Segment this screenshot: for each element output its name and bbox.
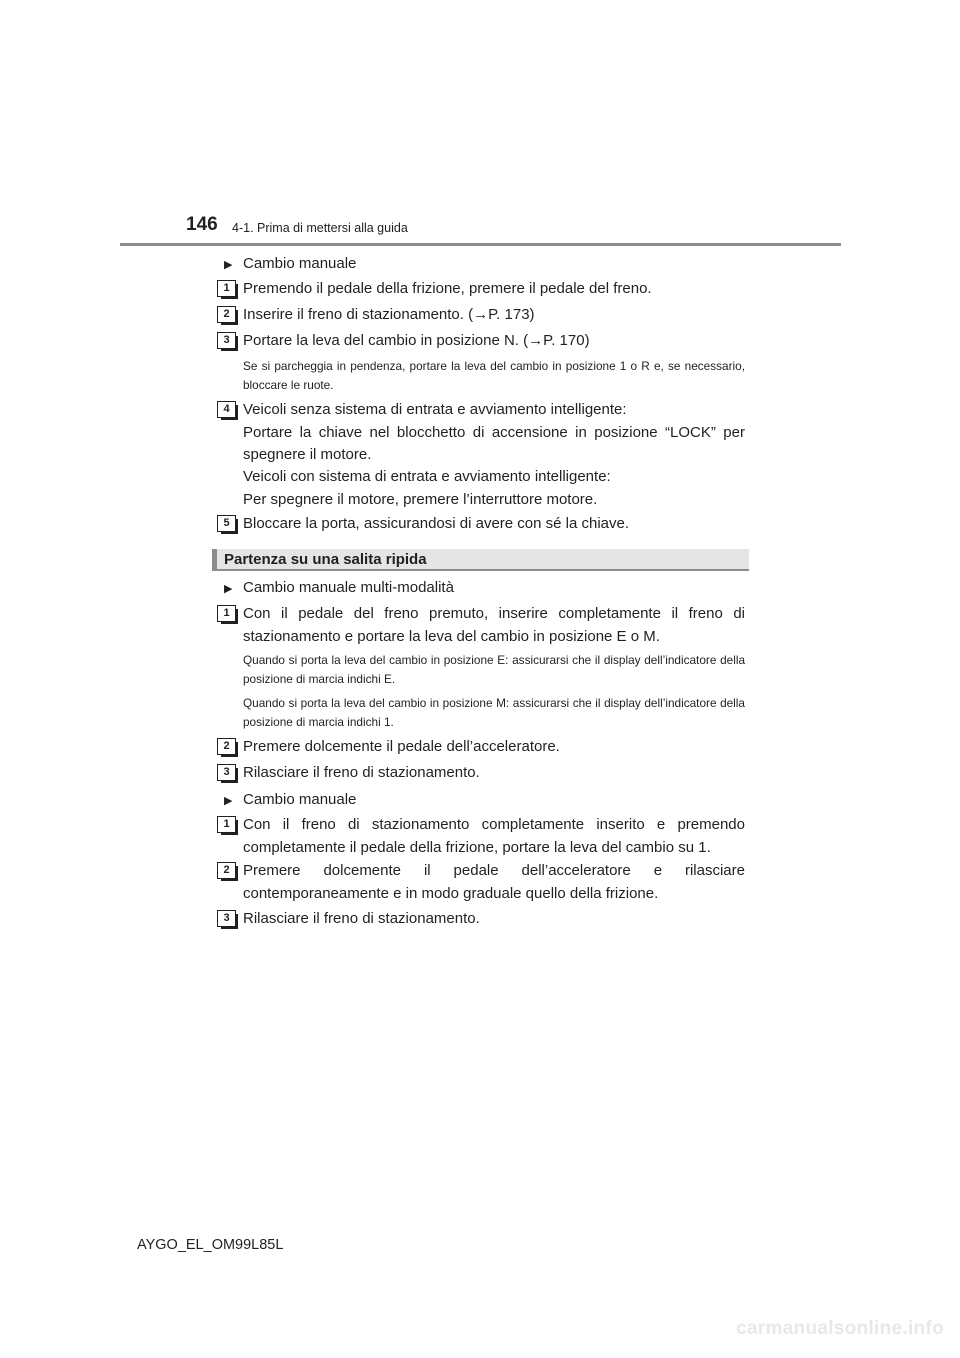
step-text: Con il pedale del freno premuto, inserire completamente il freno di stazionamento e portare la leva del cambio in posizione E o M. (243, 605, 745, 645)
step-number-3: 3 (217, 764, 236, 781)
note-text: Quando si porta la leva del cambio in posizione M: assicurarsi che il display dell’indicatore della posizione di marcia indichi 1. (243, 696, 745, 729)
triangle-bullet-icon: ▶ (224, 259, 233, 271)
step-text: Veicoli con sistema di entrata e avviamento intelligente: Per spegnere il motore, premere l’interruttore motore. (243, 468, 611, 508)
step-number-2: 2 (217, 738, 236, 755)
watermark: carmanualsonline.info (736, 1318, 944, 1339)
section-title: 4-1. Prima di mettersi alla guida (232, 221, 408, 235)
step-text: Rilasciare il freno di stazionamento. (243, 764, 480, 781)
step-text: Rilasciare il freno di stazionamento. (243, 910, 480, 927)
note-text: Se si parcheggia in pendenza, portare la leva del cambio in posizione 1 o R e, se necessario, bloccare le ruote. (243, 359, 745, 392)
step-text: Inserire il freno di stazionamento. (→P. 173) (243, 306, 535, 323)
step-text: Con il freno di stazionamento completamente inserito e premendo completamente il pedale della frizione, portare la leva del cambio su 1. (243, 816, 745, 856)
section-heading: Partenza su una salita ripida (224, 551, 427, 568)
step-number-3: 3 (217, 910, 236, 927)
header-rule (120, 243, 841, 246)
step-number-2: 2 (217, 306, 236, 323)
bullet-cambio-manuale: ▶ Cambio manuale (224, 253, 356, 276)
step-text: Premendo il pedale della frizione, premere il pedale del freno. (243, 280, 652, 297)
bullet-cambio-manuale-2: ▶ Cambio manuale (224, 789, 356, 812)
step-text: Premere dolcemente il pedale dell’acceleratore. (243, 738, 560, 755)
step-text: Portare la leva del cambio in posizione N. (→P. 170) (243, 332, 590, 349)
step-number-1: 1 (217, 816, 236, 833)
step-number-3: 3 (217, 332, 236, 349)
triangle-bullet-icon: ▶ (224, 795, 233, 807)
page-number: 146 (186, 214, 218, 235)
footer-code: AYGO_EL_OM99L85L (137, 1237, 284, 1253)
step-number-2: 2 (217, 862, 236, 879)
bullet-multi-modalita: ▶ Cambio manuale multi-modalità (224, 577, 454, 600)
step-number-1: 1 (217, 605, 236, 622)
note-text: Quando si porta la leva del cambio in posizione E: assicurarsi che il display dell’indicatore della posizione di marcia indichi E. (243, 653, 745, 686)
step-number-1: 1 (217, 280, 236, 297)
step-text: Bloccare la porta, assicurandosi di avere con sé la chiave. (243, 515, 630, 532)
step-number-4: 4 (217, 401, 236, 418)
step-text: Premere dolcemente il pedale dell’acceleratore e rilasciare contemporaneamente e in modo graduale quello della frizione. (243, 862, 745, 902)
triangle-bullet-icon: ▶ (224, 583, 233, 595)
heading-accent (212, 549, 217, 569)
section-heading-bar (212, 549, 749, 571)
step-text: Veicoli senza sistema di entrata e avviamento intelligente: Portare la chiave nel blocchetto di accensione in posizione “LOCK” per spegnere il motore. (243, 401, 745, 463)
step-number-5: 5 (217, 515, 236, 532)
